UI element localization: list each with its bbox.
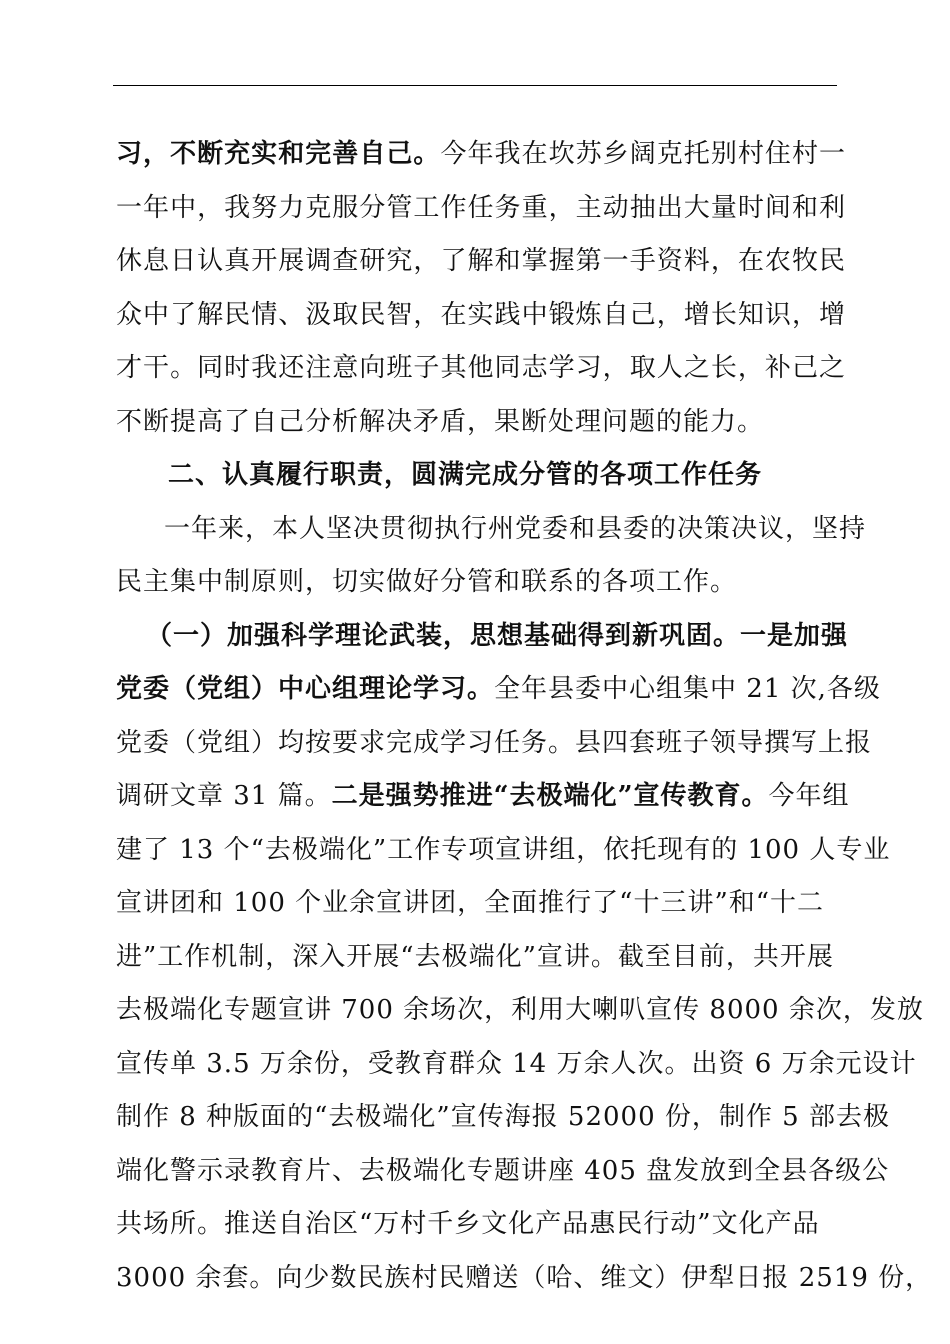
text-run: 端化警示录教育片、去极端化专题讲座 405 盘发放到全县各级公 [116, 1155, 890, 1186]
text-line [116, 342, 846, 396]
bold-text-run: 二是强势推进“去极端化”宣传教育。 [331, 781, 769, 811]
text-line [116, 663, 881, 717]
text-line [116, 556, 846, 610]
text-line [116, 770, 850, 824]
bold-text-run: 习，不断充实和完善自己。 [116, 139, 441, 169]
text-run: 一年来，本人坚决贯彻执行州党委和县委的决策决议，坚持 [164, 513, 867, 544]
bold-text-run: （一）加强科学理论武装，思想基础得到新巩固。一是加强 [146, 620, 849, 651]
text-line [116, 877, 846, 931]
text-line [116, 235, 846, 289]
bold-text-run: 党委（党组）中心组理论学习。 [116, 674, 495, 704]
text-line [116, 824, 891, 878]
text-line [116, 1145, 890, 1199]
text-run: 建了 13 个“去极端化”工作专项宣讲组，依托现有的 100 人专业 [116, 834, 891, 865]
text-run: 今年组 [768, 781, 850, 811]
text-run: 调研文章 31 篇。 [116, 781, 332, 811]
text-line [116, 128, 846, 182]
text-run: 全年县委中心组集中 21 次,各级 [494, 674, 881, 704]
text-run: 3000 余套。向少数民族村民赠送（哈、维文）伊犁日报 2519 份， [116, 1262, 933, 1293]
header-rule [113, 85, 837, 86]
bold-text-run: 二、认真履行职责，圆满完成分管的各项工作任务 [168, 460, 763, 490]
text-line [116, 984, 924, 1038]
text-line [116, 1252, 933, 1306]
text-run: 不断提高了自己分析解决矛盾，果断处理问题的能力。 [116, 406, 765, 437]
text-run: 宣传单 3.5 万余份，受教育群众 14 万余人次。出资 6 万余元设计 [116, 1048, 917, 1079]
text-run: 制作 8 种版面的“去极端化”宣传海报 52000 份，制作 5 部去极 [116, 1102, 890, 1132]
text-run: 进”工作机制，深入开展“去极端化”宣讲。截至目前，共开展 [116, 941, 834, 972]
text-line [116, 717, 873, 771]
text-line [116, 931, 846, 985]
text-line [116, 289, 846, 343]
text-line [116, 449, 846, 503]
text-run: 一年中，我努力克服分管工作任务重，主动抽出大量时间和利 [116, 192, 846, 223]
text-run: 众中了解民情、汲取民智，在实践中锻炼自己，增长知识，增 [116, 299, 846, 330]
text-line [116, 1198, 846, 1252]
text-run: 才干。同时我还注意向班子其他同志学习，取人之长，补己之 [116, 353, 846, 383]
text-line [116, 1038, 917, 1092]
text-run: 民主集中制原则，切实做好分管和联系的各项工作。 [116, 567, 738, 597]
text-line [116, 396, 846, 450]
text-line [116, 610, 849, 664]
text-run: 共场所。推送自治区“万村千乡文化产品惠民行动”文化产品 [116, 1209, 820, 1239]
text-run: 宣讲团和 100 个业余宣讲团，全面推行了“十三讲”和“十二 [116, 888, 825, 918]
text-run: 去极端化专题宣讲 700 余场次，利用大喇叭宣传 8000 余次，发放 [116, 995, 924, 1025]
text-line [116, 182, 846, 236]
document-body [116, 128, 933, 1305]
text-run: 休息日认真开展调查研究，了解和掌握第一手资料，在农牧民 [116, 246, 846, 276]
text-run: 今年我在坎苏乡阔克托别村住村一 [440, 139, 846, 169]
text-line [116, 1091, 890, 1145]
text-line [116, 503, 867, 557]
text-run: 党委（党组）均按要求完成学习任务。县四套班子领导撰写上报 [116, 727, 873, 758]
